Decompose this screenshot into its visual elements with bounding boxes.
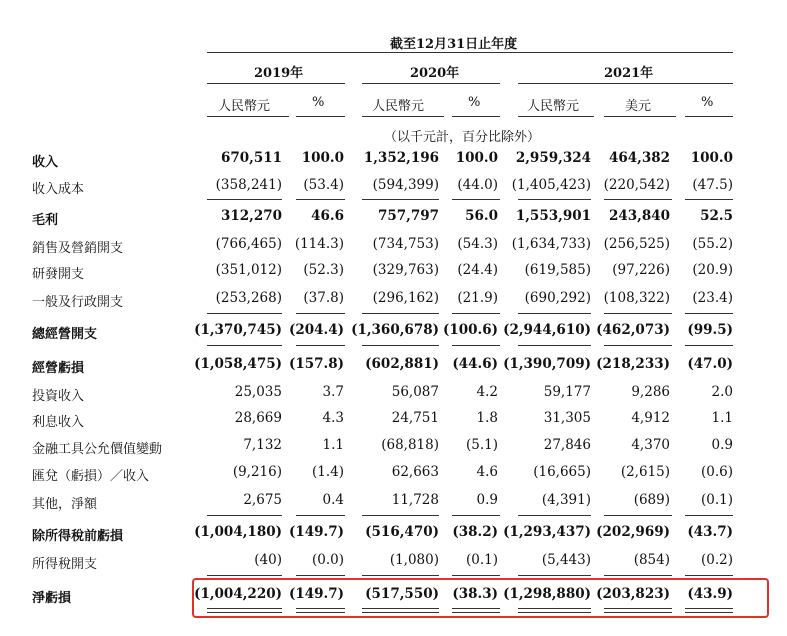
row-label: 總經營開支 <box>32 327 98 342</box>
row-label: 毛利 <box>32 213 59 228</box>
cell-pct-2019: 0.4 <box>322 492 344 508</box>
cell-pct-2021: (20.9) <box>692 262 733 278</box>
cell-pct-2020: (0.1) <box>465 552 498 568</box>
cell-pct-2021: (47.5) <box>692 177 733 193</box>
cell-rmb-2019: (358,241) <box>215 177 282 193</box>
underline-rule <box>296 575 345 576</box>
sub-rmb-2021: 人民幣元 <box>527 99 580 114</box>
underline-rule <box>362 313 439 314</box>
cell-pct-2020: (44.6) <box>452 356 498 372</box>
row-label: 所得稅開支 <box>32 557 98 572</box>
underline-rule <box>296 515 345 516</box>
row-label: 研發開支 <box>32 267 85 282</box>
cell-rmb-2021: 31,305 <box>543 410 591 426</box>
underline-rule <box>685 575 733 576</box>
cell-rmb-2020: (1,360,678) <box>351 322 439 338</box>
cell-rmb-2020: 757,797 <box>377 208 439 224</box>
cell-usd-2021: 4,912 <box>631 410 670 426</box>
cell-pct-2019: 3.7 <box>322 384 344 400</box>
cell-rmb-2021: (1,405,423) <box>511 177 591 193</box>
underline-rule <box>296 199 345 200</box>
underline-rule <box>685 313 733 314</box>
underline-rule <box>296 345 345 346</box>
cell-rmb-2021: 1,553,901 <box>515 208 591 224</box>
cell-rmb-2021: (1,298,880) <box>503 586 591 602</box>
row-label: 收入 <box>32 155 59 170</box>
cell-rmb-2020: 1,352,196 <box>363 150 439 166</box>
cell-pct-2021: (47.0) <box>687 356 733 372</box>
underline-rule <box>518 515 591 516</box>
cell-rmb-2019: (1,058,475) <box>194 356 282 372</box>
cell-rmb-2019: 25,035 <box>234 384 282 400</box>
cell-rmb-2020: (594,399) <box>372 177 439 193</box>
cell-rmb-2021: 2,959,324 <box>515 150 591 166</box>
underline-rule <box>207 199 282 200</box>
cell-pct-2019: (52.3) <box>303 262 344 278</box>
underline-rule <box>604 313 672 314</box>
cell-pct-2020: 4.6 <box>476 464 498 480</box>
subhead-rule-6 <box>604 116 676 117</box>
cell-rmb-2019: (9,216) <box>232 464 282 480</box>
row-label: 利息收入 <box>32 415 85 430</box>
cell-pct-2020: 56.0 <box>465 208 498 224</box>
row-label: 經營虧損 <box>32 361 85 376</box>
cell-pct-2020: (44.0) <box>457 177 498 193</box>
cell-usd-2021: (689) <box>633 492 670 508</box>
cell-rmb-2020: 11,728 <box>391 492 439 508</box>
cell-usd-2021: (202,969) <box>596 524 670 540</box>
cell-usd-2021: 4,370 <box>631 437 670 453</box>
cell-usd-2021: (854) <box>633 552 670 568</box>
cell-pct-2019: (37.8) <box>303 290 344 306</box>
cell-pct-2019: 100.0 <box>301 150 344 166</box>
cell-pct-2019: (149.7) <box>288 524 344 540</box>
cell-pct-2021: 2.0 <box>711 384 733 400</box>
cell-rmb-2021: 27,846 <box>543 437 591 453</box>
cell-pct-2020: (5.1) <box>465 437 498 453</box>
cell-rmb-2021: (690,292) <box>524 290 591 306</box>
cell-rmb-2019: (351,012) <box>215 262 282 278</box>
cell-rmb-2019: 312,270 <box>220 208 282 224</box>
cell-pct-2019: (204.4) <box>288 322 344 338</box>
cell-pct-2020: 100.0 <box>455 150 498 166</box>
cell-rmb-2021: (1,293,437) <box>503 524 591 540</box>
cell-usd-2021: (97,226) <box>612 262 670 278</box>
cell-rmb-2020: (296,162) <box>372 290 439 306</box>
cell-pct-2020: 0.9 <box>476 492 498 508</box>
cell-pct-2020: 1.8 <box>476 410 498 426</box>
cell-rmb-2019: (1,370,745) <box>194 322 282 338</box>
row-label: 淨虧損 <box>32 591 72 606</box>
cell-pct-2021: (43.9) <box>687 586 733 602</box>
cell-usd-2021: 9,286 <box>631 384 670 400</box>
cell-rmb-2021: (5,443) <box>541 552 591 568</box>
cell-rmb-2020: 56,087 <box>391 384 439 400</box>
cell-pct-2020: (54.3) <box>457 236 498 252</box>
underline-rule <box>296 313 345 314</box>
cell-pct-2020: (21.9) <box>457 290 498 306</box>
year-2021: 2021年 <box>604 66 654 81</box>
cell-rmb-2020: 24,751 <box>391 410 439 426</box>
year-rule-2020 <box>362 83 500 84</box>
underline-rule <box>452 313 500 314</box>
header-rule <box>207 52 733 53</box>
underline-rule <box>207 575 282 576</box>
cell-usd-2021: (2,615) <box>620 464 670 480</box>
cell-rmb-2019: 28,669 <box>234 410 282 426</box>
cell-usd-2021: (203,823) <box>596 586 670 602</box>
cell-pct-2021: (99.5) <box>687 322 733 338</box>
sub-pct-2019: % <box>312 95 325 110</box>
row-label: 除所得稅前虧損 <box>32 529 124 544</box>
underline-rule <box>685 345 733 346</box>
underline-rule <box>452 575 500 576</box>
cell-pct-2019: 46.6 <box>311 208 344 224</box>
underline-rule <box>452 345 500 346</box>
cell-rmb-2020: (68,818) <box>381 437 439 453</box>
cell-rmb-2020: (516,470) <box>365 524 439 540</box>
sub-pct-2020: % <box>468 95 481 110</box>
cell-pct-2019: (1.4) <box>311 464 344 480</box>
subhead-rule-3 <box>362 116 444 117</box>
subhead-rule-7 <box>685 116 733 117</box>
cell-usd-2021: 243,840 <box>608 208 670 224</box>
net-loss-highlight-box <box>192 578 769 618</box>
cell-rmb-2020: (734,753) <box>372 236 439 252</box>
underline-rule <box>604 345 672 346</box>
subhead-rule-5 <box>518 116 594 117</box>
underline-rule <box>207 313 282 314</box>
cell-pct-2019: (157.8) <box>288 356 344 372</box>
cell-pct-2021: 100.0 <box>690 150 733 166</box>
row-label: 其他，淨額 <box>32 497 98 512</box>
cell-rmb-2020: (602,881) <box>365 356 439 372</box>
cell-rmb-2020: (329,763) <box>372 262 439 278</box>
underline-rule <box>685 199 733 200</box>
sub-rmb-2019: 人民幣元 <box>218 99 271 114</box>
cell-usd-2021: 464,382 <box>608 150 670 166</box>
underline-rule <box>362 345 439 346</box>
cell-pct-2021: 1.1 <box>711 410 733 426</box>
row-label: 投資收入 <box>32 389 85 404</box>
row-label: 一般及行政開支 <box>32 295 124 310</box>
cell-rmb-2021: (16,665) <box>533 464 591 480</box>
cell-rmb-2020: (1,080) <box>389 552 439 568</box>
cell-rmb-2021: 59,177 <box>543 384 591 400</box>
cell-usd-2021: (220,542) <box>603 177 670 193</box>
cell-rmb-2021: (619,585) <box>524 262 591 278</box>
unit-note: （以千元計，百分比除外） <box>384 130 541 145</box>
cell-rmb-2019: 2,675 <box>243 492 282 508</box>
cell-pct-2019: 4.3 <box>322 410 344 426</box>
cell-rmb-2019: 7,132 <box>243 437 282 453</box>
cell-rmb-2021: (1,390,709) <box>503 356 591 372</box>
cell-pct-2019: (0.0) <box>311 552 344 568</box>
cell-rmb-2019: (1,004,220) <box>194 586 282 602</box>
cell-rmb-2021: (1,634,733) <box>511 236 591 252</box>
cell-pct-2021: (23.4) <box>692 290 733 306</box>
underline-rule <box>362 515 439 516</box>
underline-rule <box>362 199 439 200</box>
underline-rule <box>604 515 672 516</box>
underline-rule <box>604 575 672 576</box>
cell-rmb-2021: (4,391) <box>541 492 591 508</box>
cell-pct-2021: (0.6) <box>700 464 733 480</box>
cell-pct-2019: (149.7) <box>288 586 344 602</box>
cell-pct-2020: (38.2) <box>452 524 498 540</box>
underline-rule <box>452 199 500 200</box>
cell-pct-2021: (0.2) <box>700 552 733 568</box>
cell-rmb-2019: 670,511 <box>220 150 282 166</box>
cell-pct-2021: (43.7) <box>687 524 733 540</box>
underline-rule <box>685 515 733 516</box>
cell-pct-2021: (55.2) <box>692 236 733 252</box>
year-rule-2021 <box>518 83 733 84</box>
cell-pct-2020: (24.4) <box>457 262 498 278</box>
row-label: 金融工具公允價值變動 <box>32 442 163 457</box>
year-2019: 2019年 <box>254 66 304 81</box>
underline-rule <box>207 345 282 346</box>
row-label: 收入成本 <box>32 182 85 197</box>
cell-rmb-2020: (517,550) <box>365 586 439 602</box>
underline-rule <box>518 199 591 200</box>
period-title: 截至12月31日止年度 <box>390 37 518 52</box>
subhead-rule-2 <box>296 116 345 117</box>
underline-rule <box>452 515 500 516</box>
underline-rule <box>518 313 591 314</box>
underline-rule <box>362 575 439 576</box>
year-2020: 2020年 <box>410 66 460 81</box>
cell-usd-2021: (256,525) <box>603 236 670 252</box>
cell-pct-2021: 0.9 <box>711 437 733 453</box>
row-label: 銷售及營銷開支 <box>32 241 124 256</box>
cell-pct-2020: 4.2 <box>476 384 498 400</box>
cell-pct-2019: (53.4) <box>303 177 344 193</box>
cell-pct-2020: (100.6) <box>442 322 498 338</box>
cell-usd-2021: (462,073) <box>596 322 670 338</box>
sub-pct-2021: % <box>701 95 714 110</box>
cell-pct-2021: (0.1) <box>700 492 733 508</box>
cell-rmb-2019: (253,268) <box>215 290 282 306</box>
sub-usd-2021: 美元 <box>625 99 652 114</box>
sub-rmb-2020: 人民幣元 <box>372 99 425 114</box>
underline-rule <box>604 199 672 200</box>
subhead-rule-4 <box>452 116 500 117</box>
underline-rule <box>518 345 591 346</box>
cell-pct-2019: (114.3) <box>294 236 344 252</box>
underline-rule <box>518 575 591 576</box>
subhead-rule-1 <box>207 116 289 117</box>
row-label: 匯兌（虧損）／收入 <box>32 469 150 484</box>
cell-usd-2021: (108,322) <box>603 290 670 306</box>
cell-pct-2020: (38.3) <box>452 586 498 602</box>
cell-rmb-2019: (1,004,180) <box>194 524 282 540</box>
cell-pct-2019: 1.1 <box>322 437 344 453</box>
cell-usd-2021: (218,233) <box>596 356 670 372</box>
cell-rmb-2019: (766,465) <box>215 236 282 252</box>
cell-rmb-2019: (40) <box>254 552 282 568</box>
year-rule-2019 <box>207 83 345 84</box>
underline-rule <box>207 515 282 516</box>
cell-rmb-2020: 62,663 <box>391 464 439 480</box>
cell-pct-2021: 52.5 <box>700 208 733 224</box>
cell-rmb-2021: (2,944,610) <box>503 322 591 338</box>
